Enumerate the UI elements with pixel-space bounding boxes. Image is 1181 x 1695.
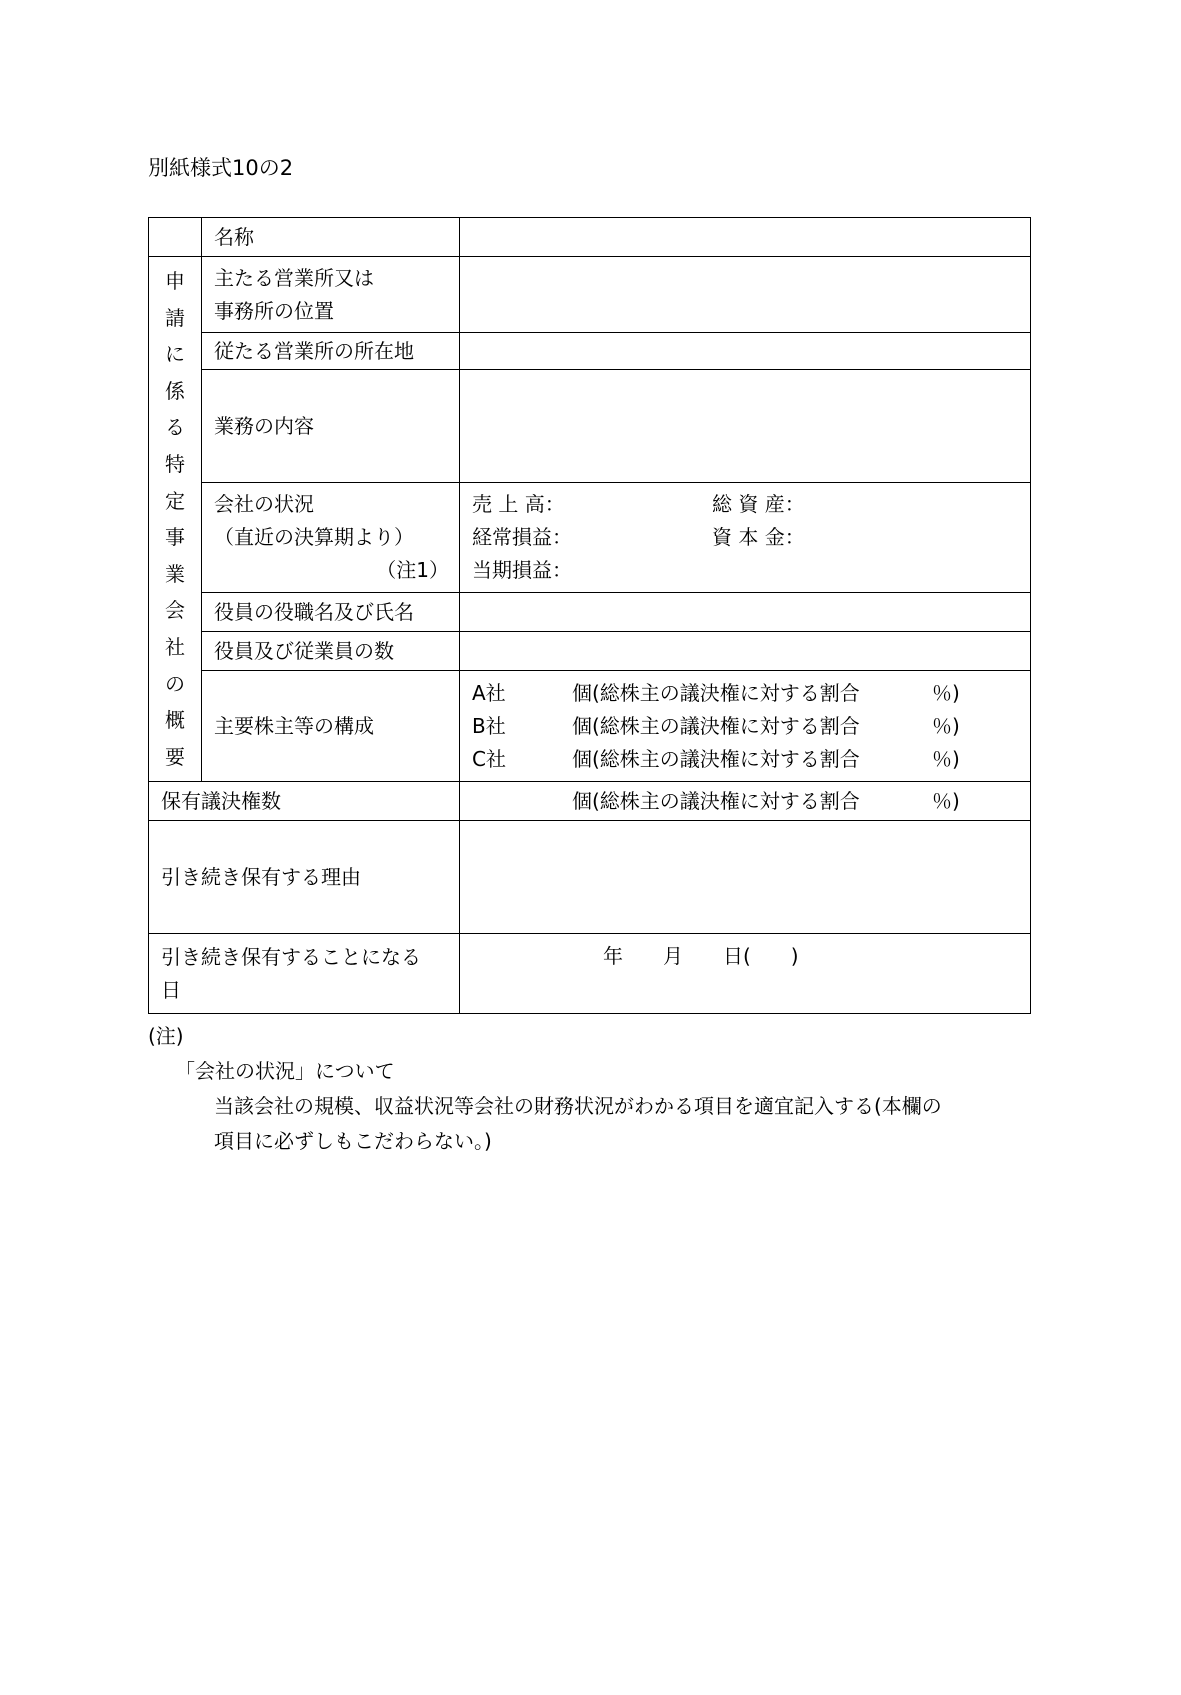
value-staff-count[interactable] xyxy=(460,632,1031,671)
side-label-char: 申 xyxy=(165,269,185,293)
label-business: 業務の内容 xyxy=(202,370,460,483)
blank-cell xyxy=(149,218,202,257)
label-date: 引き続き保有することになる 日 xyxy=(149,934,460,1014)
side-label-char: 会 xyxy=(165,598,185,623)
side-label-char: 要 xyxy=(165,744,185,769)
notes-body-2: 項目に必ずしもこだわらない。) xyxy=(214,1129,492,1153)
label-shareholders: 主要株主等の構成 xyxy=(202,671,460,782)
side-label-char: 特 xyxy=(165,451,185,476)
label-sub-office: 従たる営業所の所在地 xyxy=(202,333,460,370)
side-label-char: 業 xyxy=(165,561,185,586)
value-officers[interactable] xyxy=(460,593,1031,632)
form-id: 別紙様式10の2 xyxy=(148,156,294,180)
label-status: 会社の状況 （直近の決算期より） （注1） xyxy=(202,483,460,593)
side-label-char: の xyxy=(165,671,185,696)
application-form-table xyxy=(148,217,1031,1014)
label-reason: 引き続き保有する理由 xyxy=(149,821,460,934)
value-status[interactable]: 売 上 高： 総 資 産： 経常損益： 資 本 金： 当期損益： xyxy=(460,483,1031,593)
value-votes[interactable]: 個(総株主の議決権に対する割合 ％) xyxy=(460,782,1031,821)
side-label xyxy=(149,257,202,782)
value-sub-office[interactable] xyxy=(460,333,1031,370)
label-officers: 役員の役職名及び氏名 xyxy=(202,593,460,632)
label-name: 名称 xyxy=(202,218,460,257)
value-name[interactable] xyxy=(460,218,1031,257)
notes-body-1: 当該会社の規模、収益状況等会社の財務状況がわかる項目を適宜記入する(本欄の xyxy=(214,1094,942,1118)
side-label-char: 定 xyxy=(165,488,185,513)
notes-title: 「会社の状況」について xyxy=(175,1059,395,1083)
value-main-office[interactable] xyxy=(460,257,1031,333)
label-staff-count: 役員及び従業員の数 xyxy=(202,632,460,671)
value-reason[interactable] xyxy=(460,821,1031,934)
value-business[interactable] xyxy=(460,370,1031,483)
side-label-char: に xyxy=(165,342,185,367)
notes-head: (注) xyxy=(148,1024,184,1048)
side-label-char: 事 xyxy=(165,525,185,550)
value-shareholders[interactable]: A社 個(総株主の議決権に対する割合 ％) B社 個(総株主の議決権に対する割合 ％) C社 個(総株主の議決権に対する割合 ％) xyxy=(460,671,1031,782)
label-votes: 保有議決権数 xyxy=(149,782,460,821)
label-main-office: 主たる営業所又は 事務所の位置 xyxy=(202,257,460,333)
side-label-char: る xyxy=(165,415,185,440)
side-label-char: 請 xyxy=(165,305,185,330)
side-label-char: 社 xyxy=(165,634,185,659)
value-date[interactable]: 年 月 日( ) xyxy=(460,934,1031,1014)
side-label-char: 概 xyxy=(165,708,185,733)
side-label-char: 係 xyxy=(165,378,185,403)
